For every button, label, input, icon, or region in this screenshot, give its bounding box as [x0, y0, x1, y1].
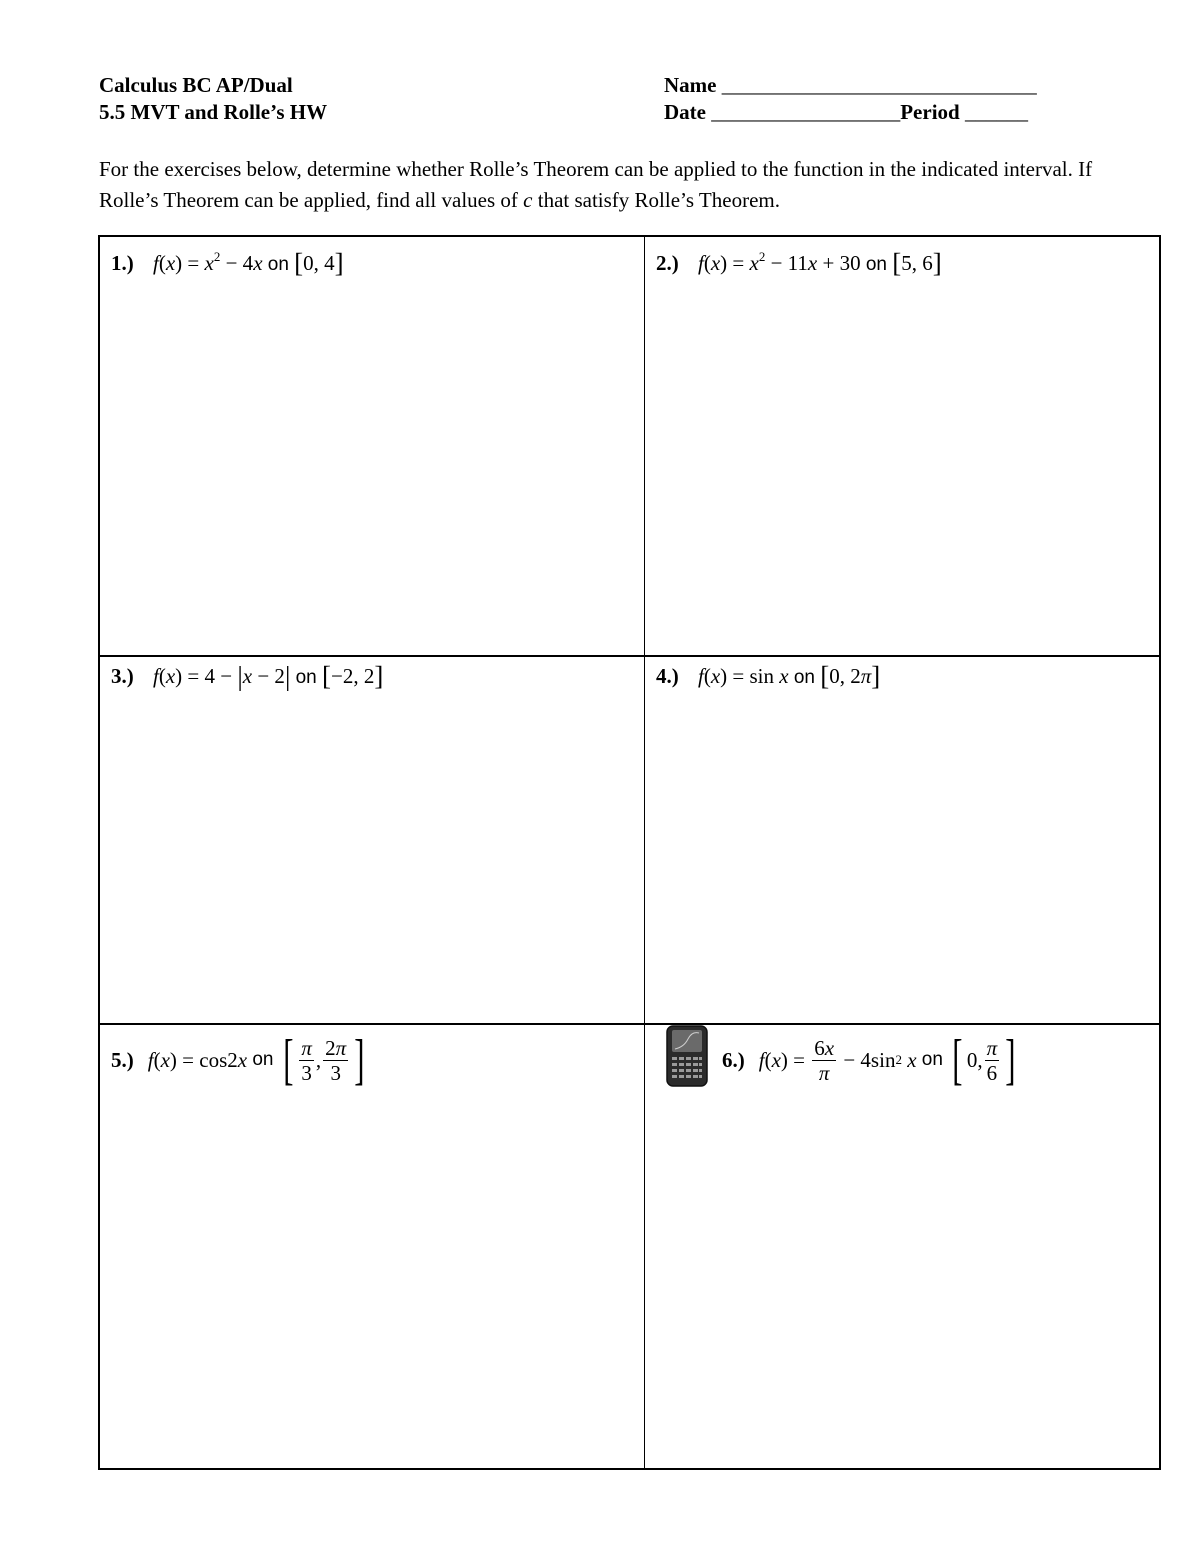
problem-5: [111, 1027, 369, 1093]
problem-number: 3.): [111, 664, 134, 688]
period-label: Period: [900, 100, 960, 124]
problem-number: 2.): [656, 251, 679, 275]
calculator-icon: [666, 1025, 708, 1095]
problem-1: [111, 242, 344, 280]
problem-equation: f ( x ) = cos2 x on [ $\frac{\pi}{3}$ , $\frac{2\pi}{3}$ ]: [147, 1029, 365, 1091]
problem-2: [656, 242, 942, 280]
instructions: [99, 154, 1129, 216]
problem-equation: $f(x) = x^2 - 4x$ on [0, 4]: [153, 248, 344, 278]
problem-3: [111, 661, 383, 693]
period-blank[interactable]: ______: [964, 100, 1028, 124]
section-title: 5.5 MVT and Rolle’s HW: [99, 100, 328, 124]
problem-number: 6.): [722, 1048, 745, 1072]
date-label: Date: [664, 100, 706, 124]
problem-equation: f ( x ) = $\frac{6x}{\pi}$ − 4sin 2 x on [ 0, $\frac{\pi}{6}$ ]: [758, 1029, 1016, 1091]
problem-number: 1.): [111, 251, 134, 275]
problem-grid: [98, 235, 1161, 1470]
name-label: Name: [664, 73, 717, 97]
instructions-text-1: For the exercises below, determine whether Rolle’s Theorem can be applied to the function in the indicated interval. If Rolle’s Theorem can be applied, find all values of: [99, 157, 1093, 212]
problem-number: 4.): [656, 664, 679, 688]
course-title: Calculus BC AP/Dual: [99, 73, 293, 97]
header-course-block: [99, 72, 327, 126]
name-blank[interactable]: ______________________________: [721, 73, 1037, 97]
date-blank[interactable]: __________________: [711, 100, 901, 124]
grid-row-divider-1: [100, 655, 1159, 657]
problem-6: [666, 1027, 1020, 1093]
problem-number: 5.): [111, 1048, 134, 1072]
grid-vertical-divider: [644, 237, 645, 1468]
instructions-text-2: that satisfy Rolle’s Theorem.: [532, 188, 780, 212]
header-student-block: [664, 72, 1037, 126]
problem-4: [656, 661, 880, 693]
problem-equation: $f(x) = x^2 - 11x + 30$ on [5, 6]: [698, 248, 942, 278]
problem-equation: f(x) = 4 − |x − 2| on [−2, 2]: [153, 661, 384, 691]
instructions-variable: c: [523, 188, 533, 212]
problem-equation: f(x) = sin x on [0, 2π]: [698, 661, 881, 691]
grid-row-divider-2: [100, 1023, 1159, 1025]
date-period-line: [664, 99, 1037, 126]
name-line: [664, 72, 1037, 99]
